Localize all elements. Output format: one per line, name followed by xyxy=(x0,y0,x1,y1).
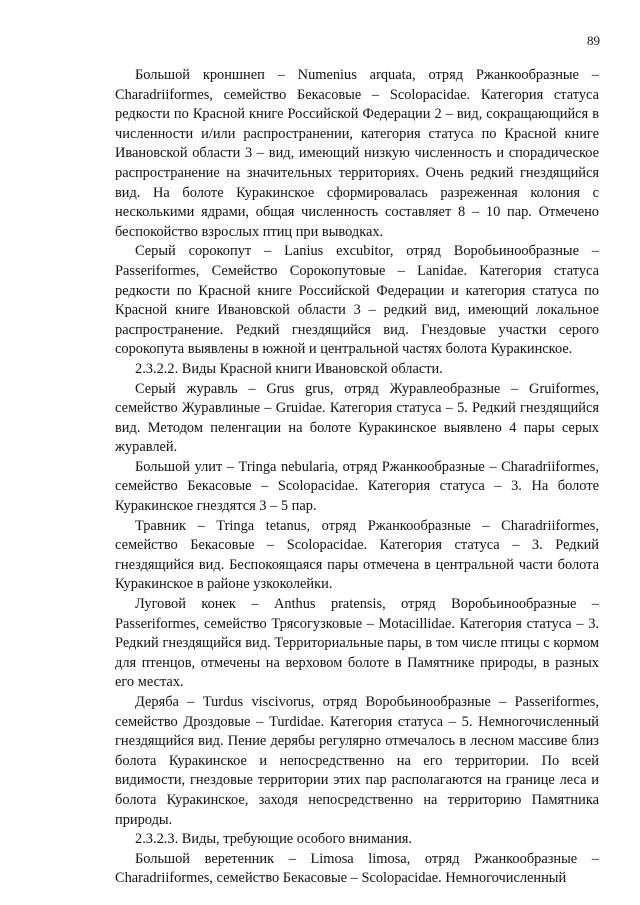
paragraph-limosa-limosa: Большой веретенник – Limosa limosa, отряд Ржанкообразные – Charadriiformes, семейство Бекасовые – Scolopacidae. Немногочисленный xyxy=(115,850,599,887)
paragraph-numenius-arquata: Большой кроншнеп – Numenius arquata, отряд Ржанкообразные – Charadriiformes, семейство Бекасовые – Scolopacidae. Категория статуса редкости по Красной книге Российской Федерации 2 – вид, сокращающийся в численности и/или распространении, категория статуса по Красной книге Ивановской области 3 – вид, имеющий низкую численность и спорадическое распространение на значительных территориях. Очень редкий гнездящийся вид. На болоте Куракинское сформировалась разреженная колония с несколькими ядрами, общая численность составляет 8 – 10 пар. Отмечено беспокойство взрослых птиц при выводках. xyxy=(115,67,599,240)
paragraph-lanius-excubitor: Серый сорокопут – Lanius excubitor, отряд Воробьинообразные – Passeriformes, Семейство Сорокопутовые – Lanidae. Категория статуса редкости по Красной книге Российской Федерации и категория статуса по Красной книге Ивановской области 3 – редкий вид, имеющий локальное распространение. Редкий гнездящийся вид. Гнездовые участки серого сорокопута выявлены в южной и центральной частях болота Куракинское. xyxy=(115,243,599,358)
paragraph-anthus-pratensis: Луговой конек – Anthus pratensis, отряд Воробьинообразные – Passeriformes, семейство Трясогузковые – Motacillidae. Категория статуса – 3. Редкий гнездящийся вид. Территориальные пары, в том числе птицы с кормом для птенцов, отмечены на верховом болоте в Памятнике природы, в разных его местах. xyxy=(115,596,599,691)
paragraph-tringa-tetanus: Травник – Tringa tetanus, отряд Ржанкообразные – Charadriiformes, семейство Бекасовые – Scolopacidae. Категория статуса – 3. Редкий гнездящийся вид. Беспокоящаяся пары отмечена в центральной части болота Куракинское в районе узкоколейки. xyxy=(115,517,599,593)
page-number: 89 xyxy=(587,33,600,48)
paragraph-turdus-viscivorus: Деряба – Turdus viscivorus, отряд Воробьинообразные – Passeriformes, семейство Дроздовые – Turdidae. Категория статуса – 5. Немногочисленный гнездящийся вид. Пение дерябы регулярно отмечалось в лесном массиве близ болота Куракинское и непосредственно на его территории. По всей видимости, гнездовые территории этих пар располагаются на границе леса и болота Куракинское, заходя непосредственно на территорию Памятника природы. xyxy=(115,694,599,828)
document-body xyxy=(115,66,599,889)
paragraph-grus-grus: Серый журавль – Grus grus, отряд Журавлеобразные – Gruiformes, семейство Журавлиные – Gruidae. Категория статуса – 5. Редкий гнездящийся вид. Методом пеленгации на болоте Куракинское выявлено 4 пары серых журавлей. xyxy=(115,380,599,456)
section-heading-red-book-ivanovo: 2.3.2.2. Виды Красной книги Ивановской области. xyxy=(135,360,443,377)
paragraph-tringa-nebularia: Большой улит – Tringa nebularia, отряд Ржанкообразные – Charadriiformes, семейство Бекасовые – Scolopacidae. Категория статуса – 3. На болоте Куракинское гнездятся 3 – 5 пар. xyxy=(115,458,599,515)
section-heading-special-attention: 2.3.2.3. Виды, требующие особого внимания. xyxy=(135,831,412,848)
